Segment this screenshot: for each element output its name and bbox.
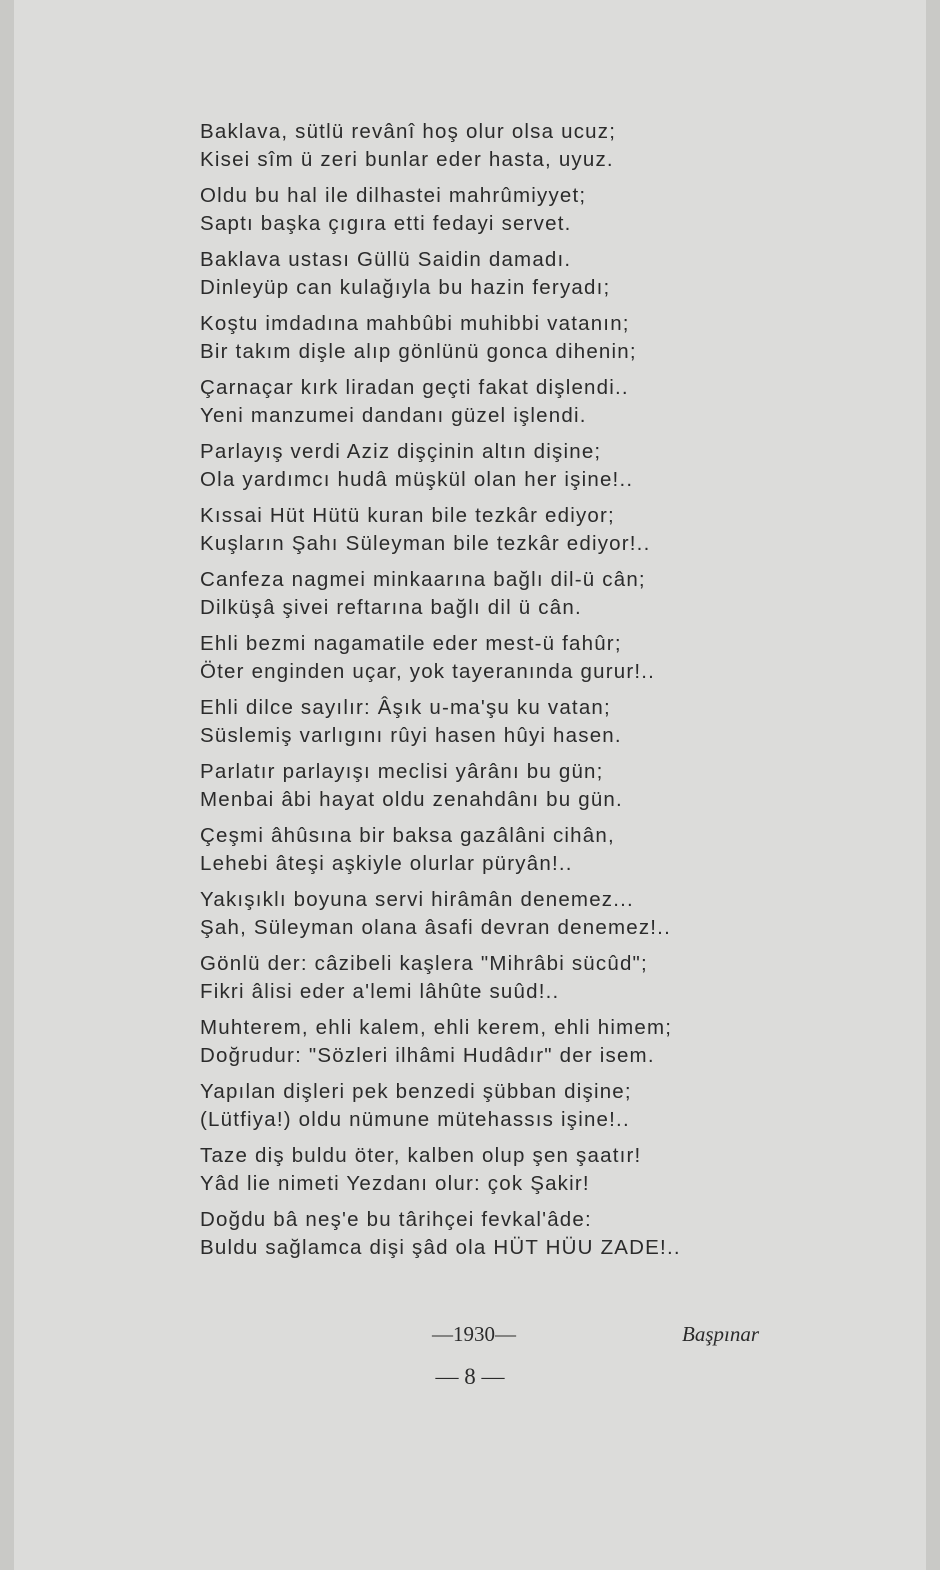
poem-place: Başpınar	[682, 1322, 760, 1346]
page-edge-right	[926, 0, 940, 1570]
page-edge-left	[0, 0, 14, 1570]
couplet	[200, 438, 820, 494]
poem-line: Canfeza nagmei minkaarına bağlı dil-ü cân;	[200, 568, 646, 591]
poem-line: Koştu imdadına mahbûbi muhibbi vatanın;	[200, 312, 630, 335]
poem-year: —1930—	[432, 1322, 516, 1346]
poem-line: Öter enginden uçar, yok tayeranında gurur!..	[200, 660, 656, 683]
signature-line	[200, 1322, 800, 1352]
couplet	[200, 118, 820, 174]
poem-line: Gönlü der: câzibeli kaşlera "Mihrâbi sücûd";	[200, 952, 648, 975]
poem-line: Süslemiş varlıgını rûyi hasen hûyi hasen.	[200, 724, 622, 747]
couplet	[200, 374, 820, 430]
poem-line: Baklava ustası Güllü Saidin damadı.	[200, 248, 572, 271]
poem-line: Dilküşâ şivei reftarına bağlı dil ü cân.	[200, 596, 582, 619]
couplet	[200, 886, 820, 942]
couplet	[200, 1078, 820, 1134]
poem-line: Taze diş buldu öter, kalben olup şen şaatır!	[200, 1144, 642, 1167]
couplet	[200, 182, 820, 238]
poem-line: Doğrudur: "Sözleri ilhâmi Hudâdır" der isem.	[200, 1044, 655, 1067]
poem-line: Buldu sağlamca dişi şâd ola HÜT HÜU ZADE!..	[200, 1236, 681, 1259]
poem-line: Dinleyüp can kulağıyla bu hazin feryadı;	[200, 276, 611, 299]
poem-line: Ehli bezmi nagamatile eder mest-ü fahûr;	[200, 632, 622, 655]
poem-line: Yeni manzumei dandanı güzel işlendi.	[200, 404, 587, 427]
couplet	[200, 1014, 820, 1070]
couplet	[200, 502, 820, 558]
poem-line: Çarnaçar kırk liradan geçti fakat dişlendi..	[200, 376, 629, 399]
poem-line: Ola yardımcı hudâ müşkül olan her işine!..	[200, 468, 634, 491]
poem-line: Muhterem, ehli kalem, ehli kerem, ehli himem;	[200, 1016, 673, 1039]
poem-line: Kıssai Hüt Hütü kuran bile tezkâr ediyor;	[200, 504, 615, 527]
poem-line: Kuşların Şahı Süleyman bile tezkâr ediyor!..	[200, 532, 651, 555]
poem-line: Lehebi âteşi aşkiyle olurlar püryân!..	[200, 852, 573, 875]
poem-line: Parlatır parlayışı meclisi yârânı bu gün;	[200, 760, 604, 783]
couplet	[200, 1206, 820, 1262]
couplet	[200, 246, 820, 302]
poem-line: Yapılan dişleri pek benzedi şübban dişine;	[200, 1080, 632, 1103]
poem-line: Şah, Süleyman olana âsafi devran denemez!..	[200, 916, 671, 939]
poem-line: Kisei sîm ü zeri bunlar eder hasta, uyuz.	[200, 148, 614, 171]
couplet	[200, 310, 820, 366]
poem-line: Baklava, sütlü revânî hoş olur olsa ucuz;	[200, 120, 617, 143]
couplet	[200, 822, 820, 878]
couplet	[200, 1142, 820, 1198]
poem-line: (Lütfiya!) oldu nümune mütehassıs işine!..	[200, 1108, 630, 1131]
couplet	[200, 630, 820, 686]
couplet	[200, 758, 820, 814]
couplet	[200, 566, 820, 622]
poem-line: Bir takım dişle alıp gönlünü gonca dihenin;	[200, 340, 637, 363]
poem-line: Oldu bu hal ile dilhastei mahrûmiyyet;	[200, 184, 587, 207]
poem-line: Menbai âbi hayat oldu zenahdânı bu gün.	[200, 788, 623, 811]
poem-body	[200, 118, 820, 1270]
couplet	[200, 694, 820, 750]
poem-line: Doğdu bâ neş'e bu târihçei fevkal'âde:	[200, 1208, 592, 1231]
poem-line: Yâd lie nimeti Yezdanı olur: çok Şakir!	[200, 1172, 590, 1195]
poem-line: Fikri âlisi eder a'lemi lâhûte suûd!..	[200, 980, 560, 1003]
poem-line: Parlayış verdi Aziz dişçinin altın dişine;	[200, 440, 602, 463]
poem-line: Yakışıklı boyuna servi hirâmân denemez...	[200, 888, 634, 911]
page-number: — 8 —	[435, 1364, 505, 1389]
poem-line: Saptı başka çıgıra etti fedayi servet.	[200, 212, 572, 235]
couplet	[200, 950, 820, 1006]
poem-line: Çeşmi âhûsına bir baksa gazâlâni cihân,	[200, 824, 615, 847]
poem-line: Ehli dilce sayılır: Âşık u-ma'şu ku vatan;	[200, 696, 611, 719]
